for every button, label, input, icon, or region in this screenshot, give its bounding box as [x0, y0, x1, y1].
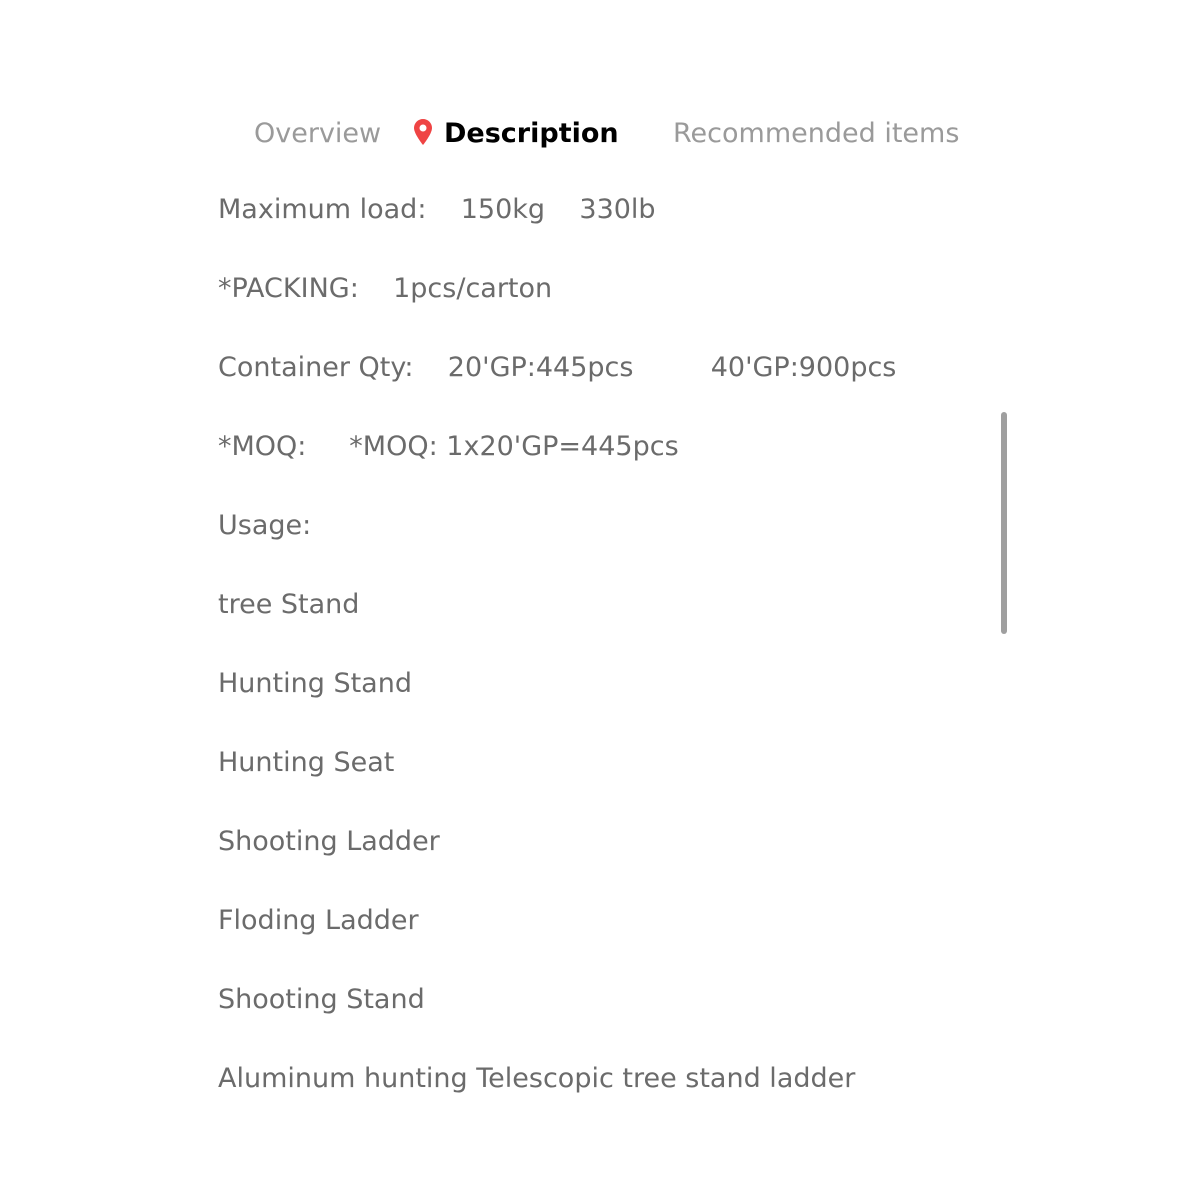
- location-pin-icon: [414, 119, 432, 145]
- tab-description-label: Description: [444, 118, 619, 149]
- description-line-usage-item: Hunting Seat: [218, 747, 395, 778]
- tab-description[interactable]: [414, 112, 619, 156]
- tab-overview-label: Overview: [254, 118, 382, 149]
- description-content: [218, 188, 978, 1136]
- tab-overview[interactable]: [254, 112, 381, 156]
- description-line-product-name: Aluminum hunting Telescopic tree stand ladder: [218, 1063, 856, 1094]
- description-line-usage-item: Floding Ladder: [218, 905, 419, 936]
- tab-recommended-label: Recommended items: [673, 118, 960, 149]
- tab-recommended-items[interactable]: [673, 112, 959, 156]
- vertical-scrollbar[interactable]: [1001, 412, 1007, 634]
- description-line-usage-item: Shooting Stand: [218, 984, 425, 1015]
- description-line-container-qty: Container Qty: 20'GP:445pcs 40'GP:900pcs: [218, 352, 897, 383]
- description-line-usage-item: Shooting Ladder: [218, 826, 440, 857]
- description-line-usage-item: Hunting Stand: [218, 668, 412, 699]
- description-line-max-load: Maximum load: 150kg 330lb: [218, 194, 656, 225]
- detail-tabs: [0, 112, 1200, 156]
- description-line-usage: Usage:: [218, 510, 312, 541]
- description-line-moq: *MOQ: *MOQ: 1x20'GP=445pcs: [218, 431, 679, 462]
- description-line-packing: *PACKING: 1pcs/carton: [218, 273, 553, 304]
- description-line-usage-item: tree Stand: [218, 589, 360, 620]
